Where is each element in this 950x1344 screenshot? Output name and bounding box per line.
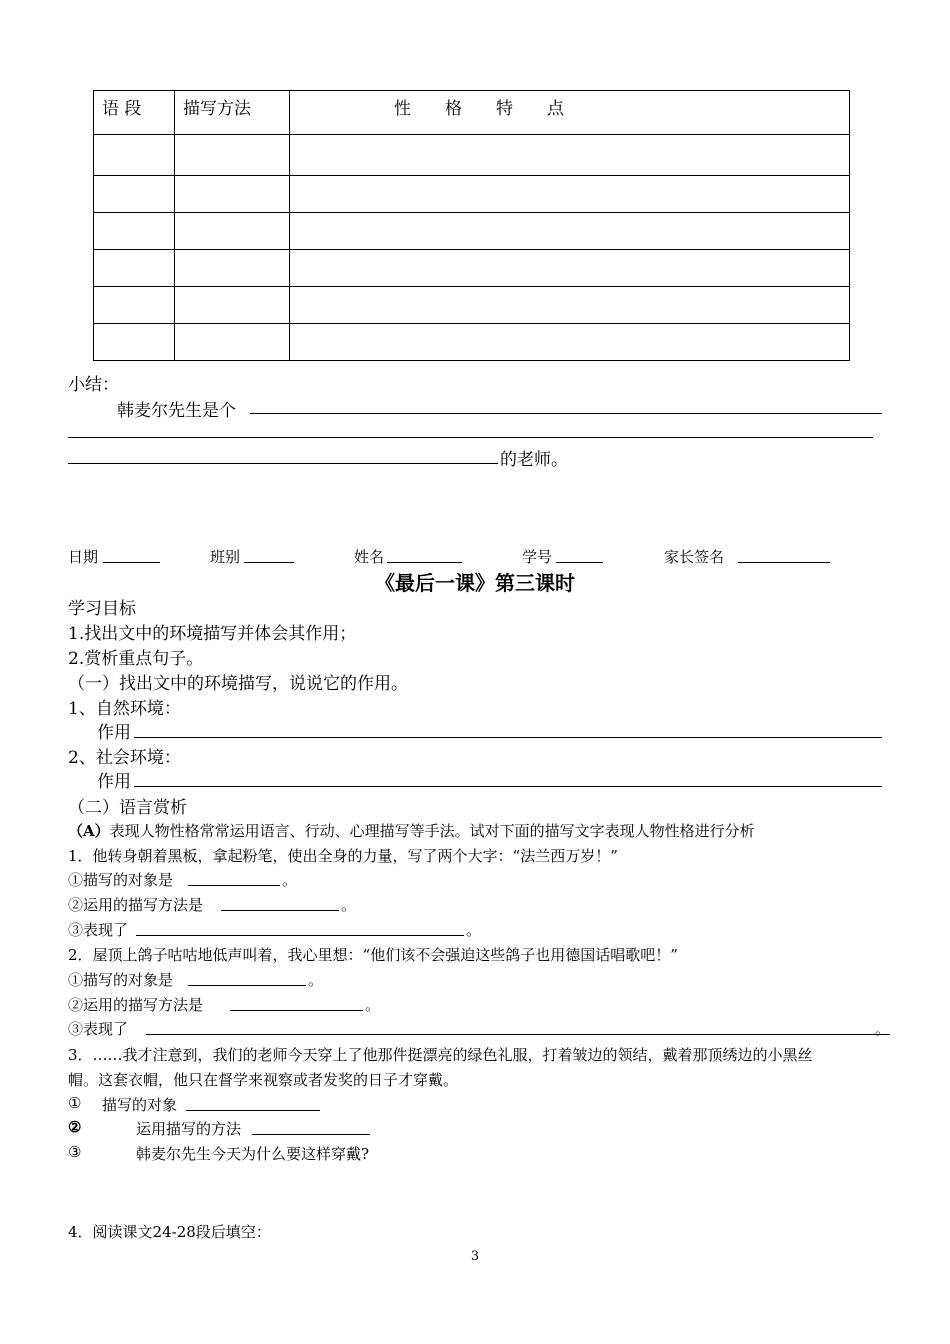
objectives-heading: 学习目标 [68, 599, 136, 619]
name-label: 姓名 [354, 548, 385, 566]
q2-sub2-blank[interactable] [230, 1010, 363, 1011]
q1-sub3-blank[interactable] [136, 935, 464, 936]
q4-text: 4．阅读课文24-28段后填空： [68, 1223, 271, 1241]
q2-sub3-end: 。 [875, 1020, 891, 1038]
q3-sub3-label: 韩麦尔先生今天为什么要这样穿戴? [136, 1145, 370, 1163]
header-method: 描写方法 [183, 99, 251, 119]
table-header-cell [290, 91, 850, 135]
q3-sub2-label: 运用描写的方法 [136, 1120, 242, 1138]
summary-start-text: 韩麦尔先生是个 [117, 401, 236, 421]
q2-sub2-label: ②运用的描写方法是 [68, 996, 204, 1014]
table-row [94, 213, 850, 250]
table-cell[interactable] [175, 135, 290, 176]
summary-label: 小结： [68, 375, 119, 395]
q1-sub3-label: ③表现了 [68, 921, 129, 939]
q3-sub1-label: 描写的对象 [102, 1096, 178, 1114]
table-header-row [94, 91, 850, 135]
summary-end-text: 的老师。 [500, 450, 568, 470]
natural-effect-label: 作用 [97, 723, 131, 743]
table-cell[interactable] [94, 135, 175, 176]
table-cell[interactable] [94, 213, 175, 250]
header-traits: 性 格 特 点 [394, 99, 564, 119]
objective-item: 1.找出文中的环境描写并体会其作用； [68, 624, 357, 644]
character-analysis-table [93, 90, 850, 361]
table-cell[interactable] [175, 250, 290, 287]
table-row [94, 250, 850, 287]
q1-sub3-end: 。 [466, 921, 482, 939]
q1-sub1-end: 。 [282, 871, 298, 889]
q2-sub3-label: ③表现了 [68, 1020, 129, 1038]
objective-item: 2.赏析重点句子。 [68, 649, 204, 669]
table-cell[interactable] [290, 135, 850, 176]
q2-text: 2．屋顶上鸽子咕咕地低声叫着，我心里想：“他们该不会强迫这些鸽子也用德国话唱歌吧！” [68, 946, 678, 964]
table-row [94, 135, 850, 176]
summary-blank-2[interactable] [68, 437, 873, 438]
table-cell[interactable] [175, 213, 290, 250]
section2-a-text: 表现人物性格常常运用语言、行动、心理描写等手法。试对下面的描写文字表现人物性格进行分析 [109, 822, 755, 840]
q2-sub1-blank[interactable] [188, 985, 306, 986]
q1-sub1-label: ①描写的对象是 [68, 871, 174, 889]
table-cell[interactable] [290, 213, 850, 250]
section2-a-line [68, 820, 755, 841]
table-cell[interactable] [175, 324, 290, 361]
q2-sub3-blank[interactable] [146, 1034, 890, 1035]
social-effect-blank[interactable] [134, 786, 882, 787]
table-cell[interactable] [175, 287, 290, 324]
q3-sub1-mark: ① [68, 1094, 82, 1112]
q3-text-line2: 帽。这套衣帽，他只在督学来视察或者发奖的日子才穿戴。 [68, 1071, 459, 1089]
section2-heading: （二）语言赏析 [68, 798, 187, 818]
parent-sign-label: 家长签名 [664, 548, 725, 566]
q1-sub1-blank[interactable] [188, 885, 280, 886]
q3-text-line1: 3．……我才注意到，我们的老师今天穿上了他那件挺漂亮的绿色礼服，打着皱边的领结，戴着那顶绣边的小黑丝 [68, 1046, 813, 1064]
social-effect-label: 作用 [97, 772, 131, 792]
table-cell[interactable] [94, 324, 175, 361]
q3-sub2-mark: ② [68, 1118, 82, 1136]
parent-sign-blank[interactable] [738, 562, 830, 563]
section2-a-mark: （A） [68, 822, 110, 840]
name-blank[interactable] [387, 562, 462, 563]
table-cell[interactable] [290, 324, 850, 361]
q1-sub2-end: 。 [341, 896, 357, 914]
table-row [94, 176, 850, 213]
table-cell[interactable] [290, 287, 850, 324]
q3-sub2-blank[interactable] [252, 1134, 370, 1135]
table-header-cell [94, 91, 175, 135]
table-header-cell [175, 91, 290, 135]
q3-sub1-blank[interactable] [186, 1110, 320, 1111]
q1-sub2-blank[interactable] [221, 910, 339, 911]
q2-sub2-end: 。 [365, 996, 381, 1014]
table-row [94, 287, 850, 324]
social-env-label: 2、社会环境： [68, 748, 181, 768]
q1-text: 1．他转身朝着黑板，拿起粉笔，使出全身的力量，写了两个大字：“法兰西万岁！” [68, 847, 618, 865]
natural-effect-blank[interactable] [134, 737, 882, 738]
section1-heading: （一）找出文中的环境描写，说说它的作用。 [68, 674, 408, 694]
q1-sub2-label: ②运用的描写方法是 [68, 896, 204, 914]
table-cell[interactable] [94, 250, 175, 287]
q3-sub3-mark: ③ [68, 1143, 82, 1161]
table-cell[interactable] [290, 250, 850, 287]
table-cell[interactable] [290, 176, 850, 213]
summary-blank-3[interactable] [68, 463, 498, 464]
page-title: 《最后一课》第三课时 [375, 571, 575, 595]
student-no-blank[interactable] [556, 562, 603, 563]
class-blank[interactable] [244, 562, 294, 563]
class-label: 班别 [210, 548, 241, 566]
student-no-label: 学号 [522, 548, 553, 566]
table-cell[interactable] [94, 287, 175, 324]
date-blank[interactable] [103, 562, 160, 563]
date-label: 日期 [68, 548, 99, 566]
summary-blank-1[interactable] [250, 413, 882, 414]
table-cell[interactable] [175, 176, 290, 213]
q2-sub1-end: 。 [308, 971, 324, 989]
q2-sub1-label: ①描写的对象是 [68, 971, 174, 989]
header-paragraph: 语 段 [102, 99, 142, 119]
natural-env-label: 1、自然环境： [68, 699, 181, 719]
table-row [94, 324, 850, 361]
page-number: 3 [470, 1249, 480, 1264]
table-cell[interactable] [94, 176, 175, 213]
